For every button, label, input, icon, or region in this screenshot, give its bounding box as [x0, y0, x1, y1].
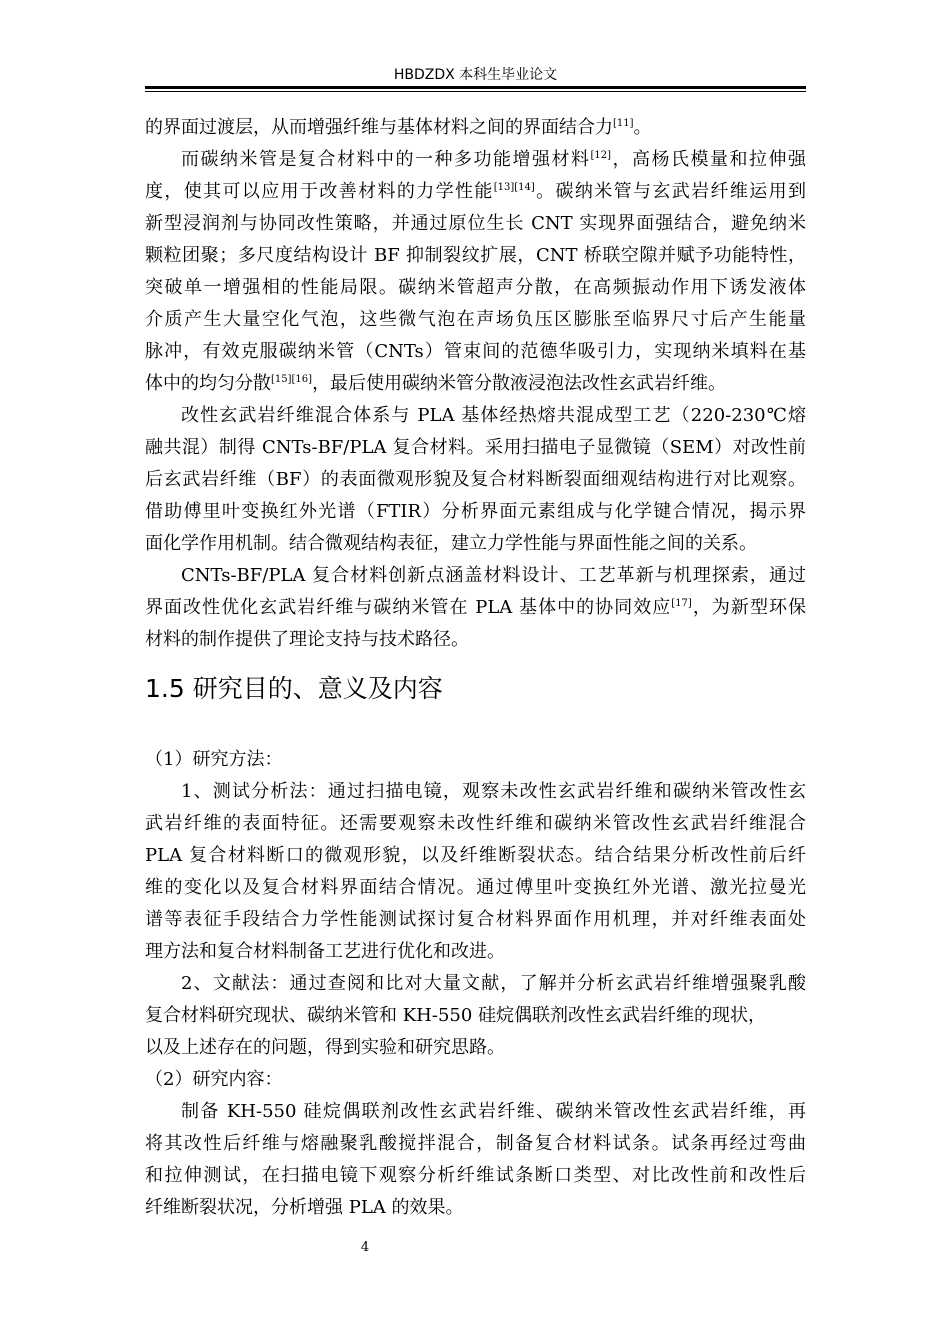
- citation-superscript: [12]: [590, 150, 612, 161]
- text-run: 新型浸润剂与协同改性策略，并通过原位生长 CNT 实现界面强结合，避免纳米: [145, 213, 806, 234]
- text-run: 制备 KH-550 硅烷偶联剂改性玄武岩纤维、碳纳米管改性玄武岩纤维，再: [181, 1101, 806, 1122]
- text-line: [145, 496, 806, 528]
- citation-superscript: [11]: [613, 118, 634, 129]
- text-line: [145, 112, 806, 144]
- text-run: 突破单一增强相的性能局限。碳纳米管超声分散，在高频振动作用下诱发液体: [145, 277, 806, 298]
- text-run: ，最后使用碳纳米管分散液浸泡法改性玄武岩纤维。: [312, 373, 727, 394]
- text-run: 材料的制作提供了理论支持与技术路径。: [145, 629, 469, 650]
- text-run: 融共混）制得 CNTs-BF/PLA 复合材料。采用扫描电子显微镜（SEM）对改性前: [145, 437, 806, 458]
- text-line: [181, 400, 806, 432]
- text-line: [181, 1096, 806, 1128]
- citation-superscript: [15][16]: [271, 374, 313, 385]
- text-run: 改性玄武岩纤维混合体系与 PLA 基体经热熔共混成型工艺（220-230℃熔: [181, 405, 806, 426]
- text-run: 脉冲，有效克服碳纳米管（CNTs）管束间的范德华吸引力，实现纳米填料在基: [145, 341, 806, 362]
- text-run: 。: [633, 117, 652, 138]
- text-line: [145, 432, 806, 464]
- text-line: [145, 208, 806, 240]
- text-run: 介质产生大量空化气泡，这些微气泡在声场负压区膨胀至临界尺寸后产生能量: [145, 309, 806, 330]
- text-line: [145, 1192, 806, 1224]
- text-run: 而碳纳米管是复合材料中的一种多功能增强材料: [181, 149, 591, 170]
- text-line: [145, 840, 806, 872]
- text-line: [145, 808, 806, 840]
- text-line: [181, 144, 806, 176]
- header-rule-thick: [145, 86, 806, 89]
- text-run: CNTs-BF/PLA 复合材料创新点涵盖材料设计、工艺革新与机理探索，通过: [181, 565, 806, 586]
- text-run: 1、测试分析法：通过扫描电镜，观察未改性玄武岩纤维和碳纳米管改性玄: [181, 781, 806, 802]
- text-line: [145, 304, 806, 336]
- text-line: [181, 968, 806, 1000]
- text-line: [145, 368, 806, 400]
- header-rule-thin: [145, 91, 806, 92]
- text-run: （2）研究内容：: [145, 1069, 283, 1090]
- text-line: [145, 272, 806, 304]
- text-line: [145, 240, 806, 272]
- text-line: [145, 1000, 806, 1032]
- text-line: [145, 1128, 806, 1160]
- citation-superscript: [17]: [671, 598, 692, 609]
- text-run: 复合材料研究现状、碳纳米管和 KH-550 硅烷偶联剂改性玄武岩纤维的现状，: [145, 1005, 767, 1026]
- text-line: [145, 1064, 806, 1096]
- text-line: [145, 176, 806, 208]
- text-run: ，为新型环保: [691, 597, 806, 618]
- text-line: [181, 776, 806, 808]
- page-number: 4: [360, 1240, 370, 1255]
- page-header: HBDZDX 本科生毕业论文: [393, 67, 558, 83]
- text-run: 的界面过渡层，从而增强纤维与基体材料之间的界面结合力: [145, 117, 613, 138]
- text-line: [145, 1032, 806, 1064]
- text-run: 武岩纤维的表面特征。还需要观察未改性纤维和碳纳米管改性玄武岩纤维混合: [145, 813, 806, 834]
- text-run: 和拉伸测试，在扫描电镜下观察分析纤维试条断口类型、对比改性前和改性后: [145, 1165, 806, 1186]
- text-run: 维的变化以及复合材料界面结合情况。通过傅里叶变换红外光谱、激光拉曼光: [145, 877, 806, 898]
- text-run: 。碳纳米管与玄武岩纤维运用到: [534, 181, 806, 202]
- text-run: 理方法和复合材料制备工艺进行优化和改进。: [145, 941, 505, 962]
- text-line: [145, 1160, 806, 1192]
- text-line: [145, 528, 806, 560]
- section-heading: 1.5 研究目的、意义及内容: [145, 674, 443, 703]
- text-run: 谱等表征手段结合力学性能测试探讨复合材料界面作用机理，并对纤维表面处: [145, 909, 806, 930]
- text-run: 2、文献法：通过查阅和比对大量文献，了解并分析玄武岩纤维增强聚乳酸: [181, 973, 806, 994]
- text-line: [145, 872, 806, 904]
- text-line: [145, 744, 806, 776]
- text-run: 以及上述存在的问题，得到实验和研究思路。: [145, 1037, 505, 1058]
- text-line: [145, 464, 806, 496]
- text-run: 后玄武岩纤维（BF）的表面微观形貌及复合材料断裂面细观结构进行对比观察。: [145, 469, 806, 490]
- text-run: 颗粒团聚；多尺度结构设计 BF 抑制裂纹扩展，CNT 桥联空隙并赋予功能特性，: [145, 245, 806, 266]
- text-line: [145, 624, 806, 656]
- text-line: [145, 904, 806, 936]
- text-run: ，高杨氏模量和拉伸强: [611, 149, 806, 170]
- citation-superscript: [13][14]: [493, 182, 535, 193]
- text-line: [145, 592, 806, 624]
- text-line: [145, 936, 806, 968]
- text-run: （1）研究方法：: [145, 749, 283, 770]
- text-run: 度，使其可以应用于改善材料的力学性能: [145, 181, 494, 202]
- text-run: 将其改性后纤维与熔融聚乳酸搅拌混合，制备复合材料试条。试条再经过弯曲: [145, 1133, 806, 1154]
- text-run: 界面改性优化玄武岩纤维与碳纳米管在 PLA 基体中的协同效应: [145, 597, 672, 618]
- text-run: 体中的均匀分散: [145, 373, 271, 394]
- text-run: 借助傅里叶变换红外光谱（FTIR）分析界面元素组成与化学键合情况，揭示界: [145, 501, 806, 522]
- text-line: [181, 560, 806, 592]
- text-run: 面化学作用机制。结合微观结构表征，建立力学性能与界面性能之间的关系。: [145, 533, 757, 554]
- text-line: [145, 336, 806, 368]
- text-run: 纤维断裂状况，分析增强 PLA 的效果。: [145, 1197, 464, 1218]
- text-run: PLA 复合材料断口的微观形貌，以及纤维断裂状态。结合结果分析改性前后纤: [145, 845, 806, 866]
